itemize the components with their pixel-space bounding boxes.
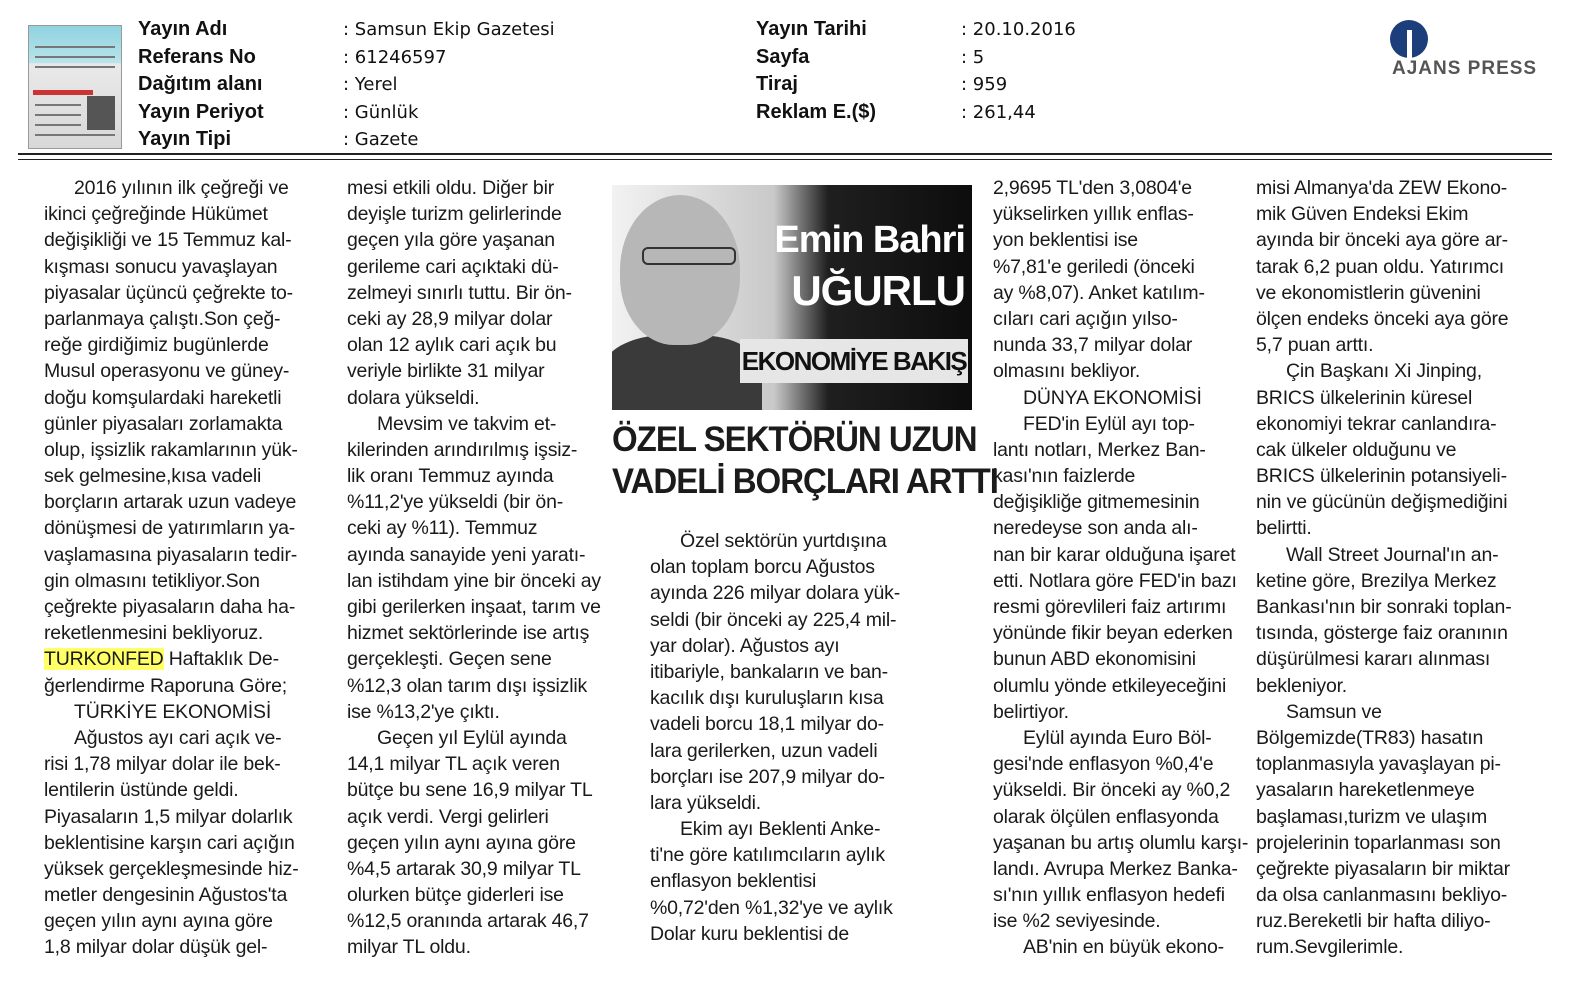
article-line: BRICS ülkelerinin potansiyeli-	[1256, 465, 1507, 488]
article-line: ve ekonomistlerin güvenini	[1256, 281, 1481, 304]
meta-label: Referans No	[138, 45, 256, 68]
article-line: da olsa canlanmasını bekliyo-	[1256, 884, 1508, 907]
article-line: 2,9695 TL'den 3,0804'e	[993, 177, 1192, 199]
article-line: ölçen endeks önceki aya göre	[1256, 307, 1509, 330]
article-line: Bankası'nın bir sonraki toplan-	[1256, 596, 1512, 618]
article-line: belirtti.	[1256, 517, 1312, 540]
article-line: vaşlamasına piyasaların tedir-	[44, 543, 298, 566]
article-column-1	[44, 175, 299, 961]
meta-value: : 959	[961, 74, 1008, 95]
meta-row	[138, 16, 555, 44]
article-line: reğe girdiğimiz bugünlerde	[44, 334, 269, 357]
article-headline-line-1: ÖZEL SEKTÖRÜN UZUN	[612, 418, 977, 459]
article-line: ay %8,07). Anket katılım-	[993, 281, 1205, 304]
article-line: yaşanan bu artış olumlu karşı-	[993, 831, 1249, 854]
article-line: düşürülmesi kararı alınması	[1256, 648, 1491, 671]
article-line: çeğrekte piyasaların bir miktar	[1256, 857, 1510, 880]
publication-meta-right	[756, 16, 1076, 126]
meta-row	[756, 44, 1076, 72]
article-line: enflasyon beklentisi	[650, 870, 817, 893]
article-line: etti. Notlara göre FED'in bazı	[993, 569, 1237, 592]
article-line: Samsun ve	[1286, 700, 1382, 723]
article-line: mik Güven Endeksi Ekim	[1256, 203, 1469, 226]
article-line: dolara yükseldi.	[347, 386, 480, 409]
article-line: rum.Sevgilerimle.	[1256, 936, 1404, 959]
article-line: bekleniyor.	[1256, 674, 1348, 697]
article-column-4	[993, 175, 1248, 961]
article-line: gerileme cari açıktaki dü-	[347, 255, 559, 278]
article-line: DÜNYA EKONOMİSİ	[1023, 386, 1202, 409]
article-line: sı'nın yıllık enflasyon hedefi	[993, 884, 1225, 907]
article-line: mesi etkili oldu. Diğer bir	[347, 177, 555, 199]
article-line: gin olmasını tetikliyor.Son	[44, 569, 260, 592]
meta-label: Dağıtım alanı	[138, 73, 263, 95]
article-line: %11,2'ye yükseldi (bir ön-	[347, 491, 564, 514]
article-line: landı. Avrupa Merkez Banka-	[993, 857, 1238, 880]
article-line: sek gelmesine,kısa vadeli	[44, 465, 262, 488]
ajans-press-logo	[1388, 18, 1558, 84]
author-photo-banner	[612, 185, 972, 410]
article-line: yükseldi. Bir önceki ay %0,2	[993, 779, 1231, 802]
article-line: zelmeyi sınırlı tuttu. Bir ön-	[347, 281, 572, 304]
meta-label: Tiraj	[756, 73, 798, 95]
article-line: gesi'nde enflasyon %0,4'e	[993, 753, 1214, 776]
article-line: lentilerin üstünde geldi.	[44, 779, 239, 802]
article-line: %0,72'den %1,32'ye ve aylık	[650, 896, 893, 919]
article-line: çeğrekte piyasaların daha ha-	[44, 596, 296, 618]
meta-value: : Günlük	[343, 101, 419, 123]
article-line: nin ve gücünün değişmediğini	[1256, 491, 1508, 514]
article-line: piyasalar üçüncü çeğrekte to-	[44, 281, 293, 304]
article-line: Mevsim ve takvim et-	[377, 412, 557, 435]
article-line: ikinci çeğreğinde Hükümet	[44, 203, 268, 226]
author-portrait	[620, 195, 740, 345]
article-line: dönüşmesi de yatırımların ya-	[44, 517, 296, 540]
article-line: ayında bir önceki aya göre ar-	[1256, 229, 1508, 252]
article-line: itibariyle, bankaların ve ban-	[650, 660, 888, 683]
meta-label: Yayın Periyot	[138, 100, 264, 123]
meta-label: Reklam E.($)	[756, 100, 877, 123]
article-line: parlanmaya çalıştı.Son çeğ-	[44, 307, 281, 330]
article-line: ruz.Bereketli bir hafta diliyo-	[1256, 910, 1491, 933]
article-line: ğerlendirme Raporuna Göre;	[44, 674, 288, 697]
article-line: Wall Street Journal'ın an-	[1286, 543, 1499, 566]
article-line: tısında, gösterge faiz oranının	[1256, 622, 1508, 645]
article-line: gerçekleşti. Geçen sene	[347, 648, 552, 671]
article-line: yasaların hareketlenmeye	[1256, 779, 1475, 802]
article-line: olan 12 aylık cari açık bu	[347, 334, 557, 357]
article-line: Eylül ayında Euro Böl-	[1023, 726, 1212, 749]
article-line: kası'nın faizlerde	[993, 465, 1136, 488]
article-line: seldi (bir önceki ay 225,4 mil-	[650, 608, 897, 631]
article-line: misi Almanya'da ZEW Ekono-	[1256, 177, 1508, 199]
article-line: yon beklentisi ise	[993, 229, 1138, 252]
article-line: cıları cari açığın yılso-	[993, 307, 1178, 330]
article-line: değişikliği ve 15 Temmuz kal-	[44, 229, 292, 252]
article-line: borçların artarak uzun vadeye	[44, 491, 297, 514]
article-line: yükselirken yıllık enflas-	[993, 203, 1194, 226]
article-line: risi 1,78 milyar dolar ile bek-	[44, 753, 281, 776]
meta-label: Yayın Adı	[138, 18, 228, 40]
article-line: vadeli borcu 18,1 milyar do-	[650, 713, 884, 736]
article-line: bunun ABD ekonomisini	[993, 648, 1196, 671]
article-line: lara gerilerken, uzun vadeli	[650, 739, 878, 762]
highlighted-keyword: TURKONFED	[44, 648, 164, 671]
article-line: başlaması,turizm ve ulaşım	[1256, 805, 1488, 828]
meta-label: Yayın Tarihi	[756, 18, 867, 40]
article-line: kışması sonucu yavaşlayan	[44, 255, 278, 278]
article-line: deyişle turizm gelirlerinde	[347, 203, 562, 226]
article-column-2	[347, 175, 601, 961]
article-line: Özel sektörün yurtdışına	[680, 530, 887, 552]
article-line: kacılık dışı kuruluşların kısa	[650, 687, 884, 710]
article-line: 1,8 milyar dolar düşük gel-	[44, 936, 268, 959]
article-line: neredeyse son anda alı-	[993, 517, 1198, 540]
article-line: değişikliğe gitmemesinin	[993, 491, 1200, 514]
meta-label: Yayın Tipi	[138, 128, 231, 150]
article-line: ceki ay %11). Temmuz	[347, 517, 538, 540]
meta-value: : 261,44	[961, 101, 1036, 123]
article-line: Bölgemizde(TR83) hasatın	[1256, 726, 1484, 749]
article-line: belirtiyor.	[993, 700, 1069, 723]
article-line: 14,1 milyar TL açık veren	[347, 753, 560, 776]
meta-value: : Yerel	[343, 74, 398, 95]
article-line: olup, işsizlik rakamlarının yük-	[44, 438, 298, 461]
article-line: ti'ne göre katılımcıların aylık	[650, 844, 885, 867]
article-line: metler dengesinin Ağustos'ta	[44, 884, 288, 907]
article-line: %12,3 olan tarım dışı işsizlik	[347, 674, 588, 697]
article-line: lantı notları, Merkez Ban-	[993, 438, 1206, 461]
article-line: reketlenmesini bekliyoruz.	[44, 622, 264, 645]
column-title: EKONOMİYE BAKIŞ	[740, 339, 968, 383]
article-line: Ekim ayı Beklenti Anke-	[680, 818, 881, 841]
meta-row	[756, 99, 1076, 127]
article-line: %12,5 oranında artarak 46,7	[347, 910, 589, 933]
article-line: lan istihdam yine bir önceki ay	[347, 569, 601, 592]
article-line: yönünde fikir beyan ederken	[993, 622, 1233, 645]
article-line: Musul operasyonu ve güney-	[44, 360, 290, 383]
article-line: borçları ise 207,9 milyar do-	[650, 765, 885, 788]
author-last-name: UĞURLU	[791, 267, 965, 314]
meta-row	[138, 71, 555, 99]
meta-value: : Gazete	[343, 129, 419, 150]
article-line: olumlu yönde etkileyeceğini	[993, 674, 1227, 697]
article-line: açık verdi. Vergi gelirleri	[347, 805, 549, 828]
article-line: Ağustos ayı cari açık ve-	[74, 726, 282, 749]
article-line: ekonomiyi tekrar canlandıra-	[1256, 412, 1497, 435]
article-line: AB'nin en büyük ekono-	[1023, 936, 1224, 959]
article-line: geçen yılın aynı ayına göre	[347, 831, 576, 854]
article-line: olmasını bekliyor.	[993, 360, 1141, 383]
meta-value: : 5	[961, 46, 985, 68]
article-line: resmi görevlileri faiz artırımı	[993, 596, 1227, 618]
header-divider-thin	[18, 159, 1552, 160]
article-line: Dolar kuru beklentisi de	[650, 922, 849, 945]
article-line: hizmet sektörlerinde ise artış	[347, 622, 590, 645]
article-line: olan toplam borcu Ağustos	[650, 556, 875, 579]
article-line: kilerinden arındırılmış işsiz-	[347, 438, 578, 461]
logo-mark-icon	[1390, 20, 1428, 58]
meta-row	[138, 44, 555, 72]
article-column-3	[650, 528, 900, 947]
article-line: olurken bütçe giderleri ise	[347, 884, 564, 907]
article-line: bütçe bu sene 16,9 milyar TL	[347, 779, 593, 802]
article-line: ise %2 seviyesinde.	[993, 910, 1161, 933]
article-line: veriyle birlikte 31 milyar	[347, 360, 545, 383]
publication-meta-left	[138, 16, 555, 154]
article-line: Piyasaların 1,5 milyar dolarlık	[44, 805, 293, 828]
article-line: ceki ay 28,9 milyar dolar	[347, 307, 553, 330]
article-line: Çin Başkanı Xi Jinping,	[1286, 360, 1482, 383]
author-first-name: Emin Bahri	[774, 219, 965, 261]
article-line: ise %13,2'ye çıktı.	[347, 700, 500, 723]
article-line: ketine göre, Brezilya Merkez	[1256, 569, 1497, 592]
article-line: doğu komşulardaki hareketli	[44, 386, 282, 409]
article-line: tarak 6,2 puan oldu. Yatırımcı	[1256, 255, 1505, 278]
article-line: geçen yılın aynı ayına göre	[44, 910, 273, 933]
article-line: nan bir karar olduğuna işaret	[993, 543, 1236, 566]
article-line: lara yükseldi.	[650, 791, 762, 814]
article-line: geçen yıla göre yaşanan	[347, 229, 555, 252]
article-column-5	[1256, 175, 1512, 961]
header-divider	[18, 153, 1552, 155]
article-line	[44, 646, 299, 672]
meta-label: Sayfa	[756, 45, 810, 68]
meta-row	[756, 71, 1076, 99]
article-line: TÜRKİYE EKONOMİSİ	[74, 700, 272, 723]
meta-value: : 61246597	[343, 46, 447, 68]
article-line: yar dolar). Ağustos ayı	[650, 634, 840, 657]
article-line: cak ülkeler olduğunu ve	[1256, 438, 1457, 461]
article-line: %7,81'e geriledi (önceki	[993, 255, 1195, 278]
meta-row	[756, 16, 1076, 44]
newspaper-thumbnail	[28, 25, 122, 149]
article-line: günler piyasaları zorlamakta	[44, 412, 283, 435]
article-line: nunda 33,7 milyar dolar	[993, 334, 1193, 357]
article-line: 2016 yılının ilk çeğreği ve	[74, 177, 289, 199]
meta-row	[138, 126, 555, 154]
article-line: yüksek gerçekleşmesinde hiz-	[44, 857, 299, 880]
article-line: Geçen yıl Eylül ayında	[377, 726, 567, 749]
article-line: toplanmasıyla yavaşlayan pi-	[1256, 753, 1501, 776]
article-line: %4,5 artarak 30,9 milyar TL	[347, 857, 581, 880]
article-line: ayında sanayide yeni yaratı-	[347, 543, 586, 566]
article-line: FED'in Eylül ayı top-	[1023, 412, 1195, 435]
meta-row	[138, 99, 555, 127]
article-line: BRICS ülkelerinin küresel	[1256, 386, 1473, 409]
article-line-text: Haftaklık De-	[163, 648, 279, 671]
article-line: milyar TL oldu.	[347, 936, 471, 959]
meta-value: : 20.10.2016	[961, 19, 1076, 40]
meta-value: : Samsun Ekip Gazetesi	[343, 19, 555, 40]
article-line: gibi gerilerken inşaat, tarım ve	[347, 596, 601, 618]
article-line: beklentisine karşın cari açığın	[44, 831, 295, 854]
article-line: ayında 226 milyar dolara yük-	[650, 582, 900, 605]
article-headline-line-2: VADELİ BORÇLARI ARTTI	[612, 460, 998, 501]
article-line: 5,7 puan arttı.	[1256, 334, 1374, 357]
logo-text: AJANS PRESS	[1392, 58, 1538, 79]
article-line: projelerinin toparlanması son	[1256, 831, 1501, 854]
article-line: olarak ölçülen enflasyonda	[993, 805, 1219, 828]
article-line: lik oranı Temmuz ayında	[347, 465, 554, 488]
